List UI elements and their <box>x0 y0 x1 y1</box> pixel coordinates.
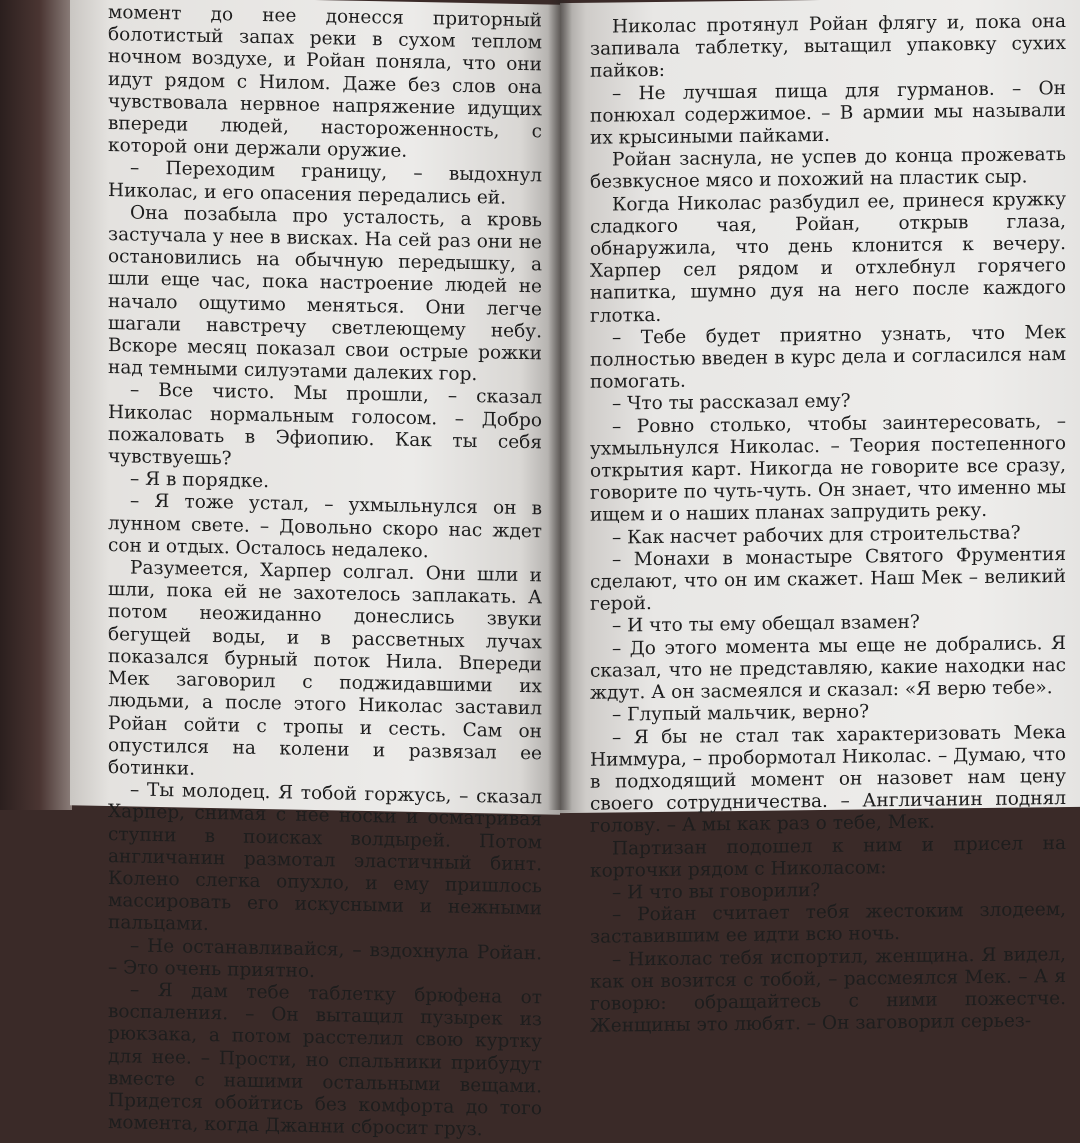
left-paragraph-2: – Переходим границу, – выдохнул Николас, и его опасения передались ей. <box>108 157 542 209</box>
right-paragraph-1: Николас протянул Ройан флягу и, пока она запивала таблетку, вытащил упаковку сухих пайков: <box>590 10 1066 83</box>
right-page <box>560 0 1080 1037</box>
right-paragraph-17: – Николас тебя испортил, женщина. Я видел, как он возится с тобой, – рассмеялся Мек. – А я говорю: обращайтесь с ними пожестче. Женщины это любят. – Он заговорил серьез- <box>590 943 1066 1037</box>
right-paragraph-15: – И что вы говорили? <box>612 879 821 904</box>
left-paragraph-7: Разумеется, Харпер солгал. Они шли и шли, пока ей не захотелось заплакать. А потом неожиданно донеслись звуки бегущей воды, и в рассветных лучах показался бурный поток Нила. Впереди Мек заговорил с поджидавшими их людьми, а после этого Николас заставил Ройан сойти с тропы и сесть. Сам он опустился на колени и развязал ее ботинки. <box>108 557 542 780</box>
right-paragraph-10: – И что ты ему обещал взамен? <box>612 612 920 638</box>
right-paragraph-4: Когда Николас разбудил ее, принеся кружку сладкого чая, Ройан, открыв глаза, обнаружила, что день клонится к вечеру. Харпер сел рядом и отхлебнул горячего напитка, шумно дуя на него после каждого глотка. <box>590 188 1066 327</box>
left-paragraph-4: – Все чисто. Мы прошли, – сказал Николас нормальным голосом. – Добро пожаловать в Эфиопию. Как ты себя чувствуешь? <box>108 379 542 470</box>
right-paragraph-6: – Что ты рассказал ему? <box>612 391 851 415</box>
right-paragraph-5: – Тебе будет приятно узнать, что Мек полностью введен в курс дела и согласился нам помогать. <box>590 321 1066 394</box>
right-paragraph-3: Ройан заснула, не успев до конца прожевать безвкусное мясо и похожий на пластик сыр. <box>590 144 1066 194</box>
right-paragraph-7: – Ровно столько, чтобы заинтересовать, – ухмыльнулся Николас. – Теория постепенного открытия карт. Никогда не говорите все сразу, говорите по чуть-чуть. Он знает, что именно мы ищем и о наших планах запрудить реку. <box>590 410 1066 527</box>
left-page <box>70 0 560 1141</box>
right-paragraph-9: – Монахи в монастыре Святого Фрументия сделают, что он им скажет. Наш Мек – великий герой. <box>590 543 1066 616</box>
right-paragraph-14: Партизан подошел к ним и присел на корточки рядом с Николасом: <box>590 832 1066 882</box>
right-paragraph-11: – До этого момента мы еще не добрались. Я сказал, что не представляю, какие находки нас ждут. А он засмеялся и сказал: «Я верю тебе». <box>590 632 1066 704</box>
left-paragraph-5: – Я в порядке. <box>130 468 270 493</box>
left-paragraph-8: – Ты молодец. Я тобой горжусь, – сказал Харпер, снимая с нее носки и осматривая ступни в поисках волдырей. Потом англичанин размотал эластичный бинт. Колено слегка опухло, и ему пришлось массировать его искусными и нежными пальцами. <box>108 779 542 936</box>
left-paragraph-3: Она позабыла про усталость, а кровь застучала у нее в висках. На сей раз они не остановились на обычную передышку, а шли еще час, пока настроение людей не начало ощутимо меняться. Они легче шагали навстречу светлеющему небу. Вскоре месяц показал свои острые рожки над темными силуэтами далеких гор. <box>108 202 542 386</box>
left-paragraph-6: – Я тоже устал, – ухмыльнулся он в лунном свете. – Довольно скоро нас ждет сон и отдых. Осталось недалеко. <box>108 490 542 563</box>
right-paragraph-16: – Ройан считает тебя жестоким злодеем, заставившим ее идти всю ночь. <box>590 899 1066 949</box>
right-paragraph-8: – Как насчет рабочих для строительства? <box>612 522 1021 549</box>
right-paragraph-2: – Не лучшая пища для гурманов. – Он понюхал содержимое. – В армии мы называли их крысиными пайками. <box>590 77 1066 149</box>
left-paragraph-10: – Я дам тебе таблетку брюфена от воспаления. – Он вытащил пузырек из рюкзака, а потом расстелил свою куртку для нее. – Прости, но спальники прибудут вместе с нашими остальными вещами. Придется обойтись без комфорта до того момента, когда Джанни сбросит груз. <box>108 979 542 1141</box>
left-paragraph-1: момент до нее донесся приторный болотистый запах реки в сухом теплом ночном воздухе, и Ройан поняла, что они идут рядом с Нилом. Даже без слов она чувствовала нервное напряжение идущих впереди людей, настороженность, с которой они держали оружие. <box>108 2 542 162</box>
book-cover-edge <box>0 0 72 810</box>
left-paragraph-9: – Не останавливайся, – вздохнула Ройан. – Это очень приятно. <box>108 934 542 982</box>
right-paragraph-12: – Глупый мальчик, верно? <box>612 701 870 726</box>
right-paragraph-13: – Я бы не стал так характеризовать Мека Ниммура, – пробормотал Николас. – Думаю, что в подходящий момент он назовет нам цену своего сотрудничества. – Англичанин поднял голову. – А мы как раз о тебе, Мек. <box>590 721 1066 838</box>
